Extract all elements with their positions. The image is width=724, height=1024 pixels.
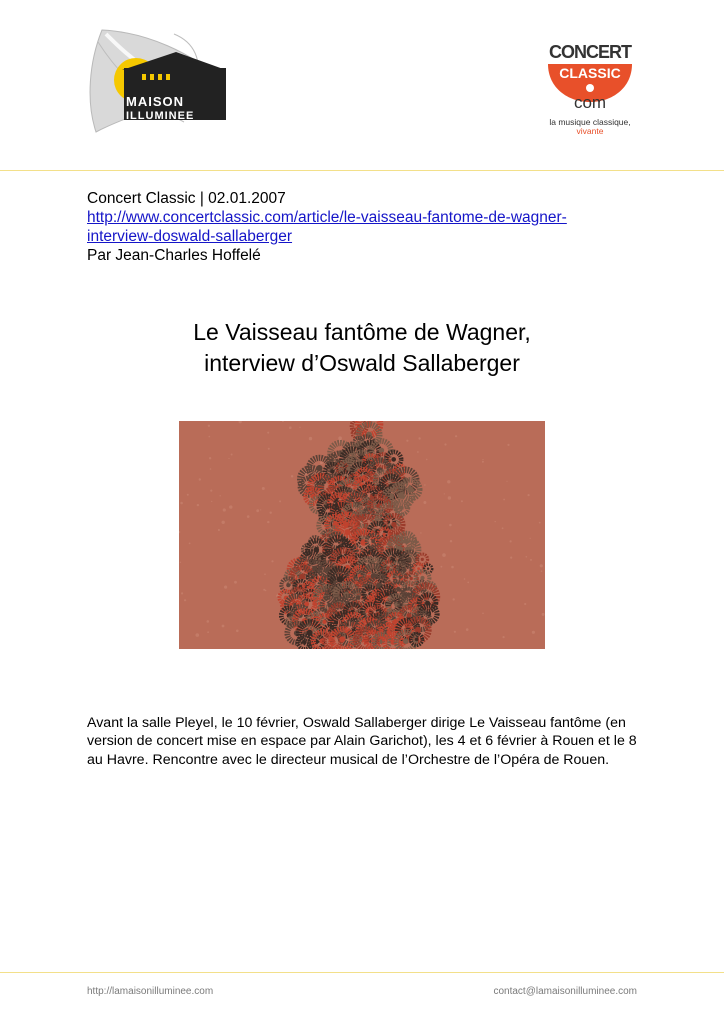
speckle (211, 501, 212, 502)
speckle (207, 620, 210, 623)
title-line-2: interview d’Oswald Sallaberger (204, 350, 520, 376)
speckle (424, 484, 426, 486)
speckle (528, 494, 530, 496)
speckle (267, 432, 269, 434)
speckle (482, 613, 484, 615)
speckle (268, 448, 270, 450)
speckle (539, 522, 541, 524)
speckle (482, 459, 483, 460)
speckle (448, 496, 451, 499)
speckle (464, 578, 466, 580)
speckle (455, 435, 457, 437)
speckle (461, 500, 463, 502)
speckle (451, 566, 454, 569)
speckle (207, 631, 209, 633)
svg-text:CLASSIC: CLASSIC (559, 65, 621, 81)
speckle (184, 599, 186, 601)
speckle (220, 495, 221, 496)
article-intro: Avant la salle Pleyel, le 10 février, Oswald Sallaberger dirige Le Vaisseau fantôme (en version de concert mise en espace par Alain Garichot), les 4 et 6 février à Rouen et le 8 au Havre. Rencontre avec le directeur musical de l’Orchestre de l’Opéra de Rouen. (87, 715, 637, 768)
speckle (224, 586, 227, 589)
concertclassic-logo (540, 40, 640, 142)
speckle (453, 598, 455, 600)
speckle (466, 628, 469, 631)
speckle (181, 592, 183, 594)
article-meta (87, 189, 647, 265)
speckle (482, 461, 484, 463)
speckle (222, 625, 225, 628)
speckle (271, 560, 273, 562)
speckle (426, 459, 428, 461)
speckle (209, 436, 211, 438)
speckle (418, 437, 420, 439)
speckle (270, 512, 272, 514)
title-line-1: Le Vaisseau fantôme de Wagner, (193, 319, 531, 345)
speckle (542, 613, 545, 616)
speckle (449, 524, 452, 527)
speckle (180, 562, 181, 563)
speckle (540, 564, 543, 567)
speckle (510, 540, 512, 542)
speckle (444, 493, 445, 494)
speckle (234, 581, 237, 584)
speckle (260, 509, 261, 510)
speckle (506, 481, 507, 482)
speckle (187, 494, 189, 496)
svg-text:MAISON: MAISON (126, 94, 184, 109)
speckle (196, 633, 200, 637)
speckle (222, 521, 225, 524)
speckle (417, 451, 419, 453)
footer-email[interactable]: contact@lamaisonilluminee.com (493, 986, 637, 997)
speckle (180, 502, 183, 505)
speckle (444, 443, 446, 445)
speckle (507, 444, 509, 446)
speckle (510, 557, 512, 559)
speckle (420, 532, 421, 533)
speckle (503, 636, 505, 638)
article-url-link[interactable] (87, 208, 647, 246)
speckle (223, 508, 226, 511)
speckle (262, 487, 265, 490)
speckle (267, 521, 269, 523)
speckle (289, 426, 292, 429)
speckle (502, 527, 504, 529)
speckle (264, 573, 266, 575)
speckle (247, 515, 250, 518)
speckle (218, 529, 220, 531)
speckle (189, 543, 191, 545)
footer-divider (0, 972, 724, 973)
speckle (210, 490, 212, 492)
speckle (291, 475, 293, 477)
speckle (231, 454, 233, 456)
speckle (441, 566, 443, 568)
speckle (450, 540, 452, 542)
speckle (423, 501, 426, 504)
cello-flowers-illustration (179, 421, 545, 649)
svg-text:CONCERT: CONCERT (549, 42, 631, 62)
speckle (309, 437, 312, 440)
speckle (197, 504, 199, 506)
article-url-line-2[interactable]: interview-doswald-sallaberger (87, 228, 293, 245)
speckle (320, 462, 323, 465)
speckle (526, 556, 528, 558)
speckle (406, 440, 408, 442)
speckle (263, 589, 265, 591)
speckle (530, 538, 531, 539)
speckle (541, 570, 543, 572)
svg-text:ILLUMINEE: ILLUMINEE (126, 110, 195, 122)
speckle (279, 500, 281, 502)
speckle (208, 425, 210, 427)
speckle (524, 603, 526, 605)
speckle (256, 509, 259, 512)
speckle (403, 544, 404, 545)
header-divider (0, 170, 724, 171)
source-date: Concert Classic | 02.01.2007 (87, 190, 286, 207)
svg-text:com: com (573, 93, 607, 112)
speckle (454, 631, 456, 633)
speckle (532, 631, 535, 634)
speckle (467, 582, 469, 584)
footer-website[interactable]: http://lamaisonilluminee.com (87, 986, 214, 997)
article-title (0, 317, 724, 379)
article-url-line-1[interactable]: http://www.concertclassic.com/article/le-vaisseau-fantome-de-wagner- (87, 209, 567, 226)
author: Par Jean-Charles Hoffelé (87, 247, 261, 264)
speckle (229, 505, 232, 508)
speckle (442, 553, 446, 557)
speckle (199, 478, 201, 480)
speckle (503, 499, 505, 501)
speckle (236, 630, 239, 633)
speckle (299, 427, 300, 428)
svg-text:vivante: vivante (576, 126, 604, 136)
speckle (228, 458, 229, 459)
speckle (447, 480, 450, 483)
speckle (495, 521, 496, 522)
speckle (210, 468, 212, 470)
speckle (530, 559, 532, 561)
speckle (209, 457, 211, 459)
svg-text:la musique classique,: la musique classique, (549, 117, 631, 127)
speckle (338, 436, 342, 440)
maison-illuminee-logo (84, 22, 230, 144)
